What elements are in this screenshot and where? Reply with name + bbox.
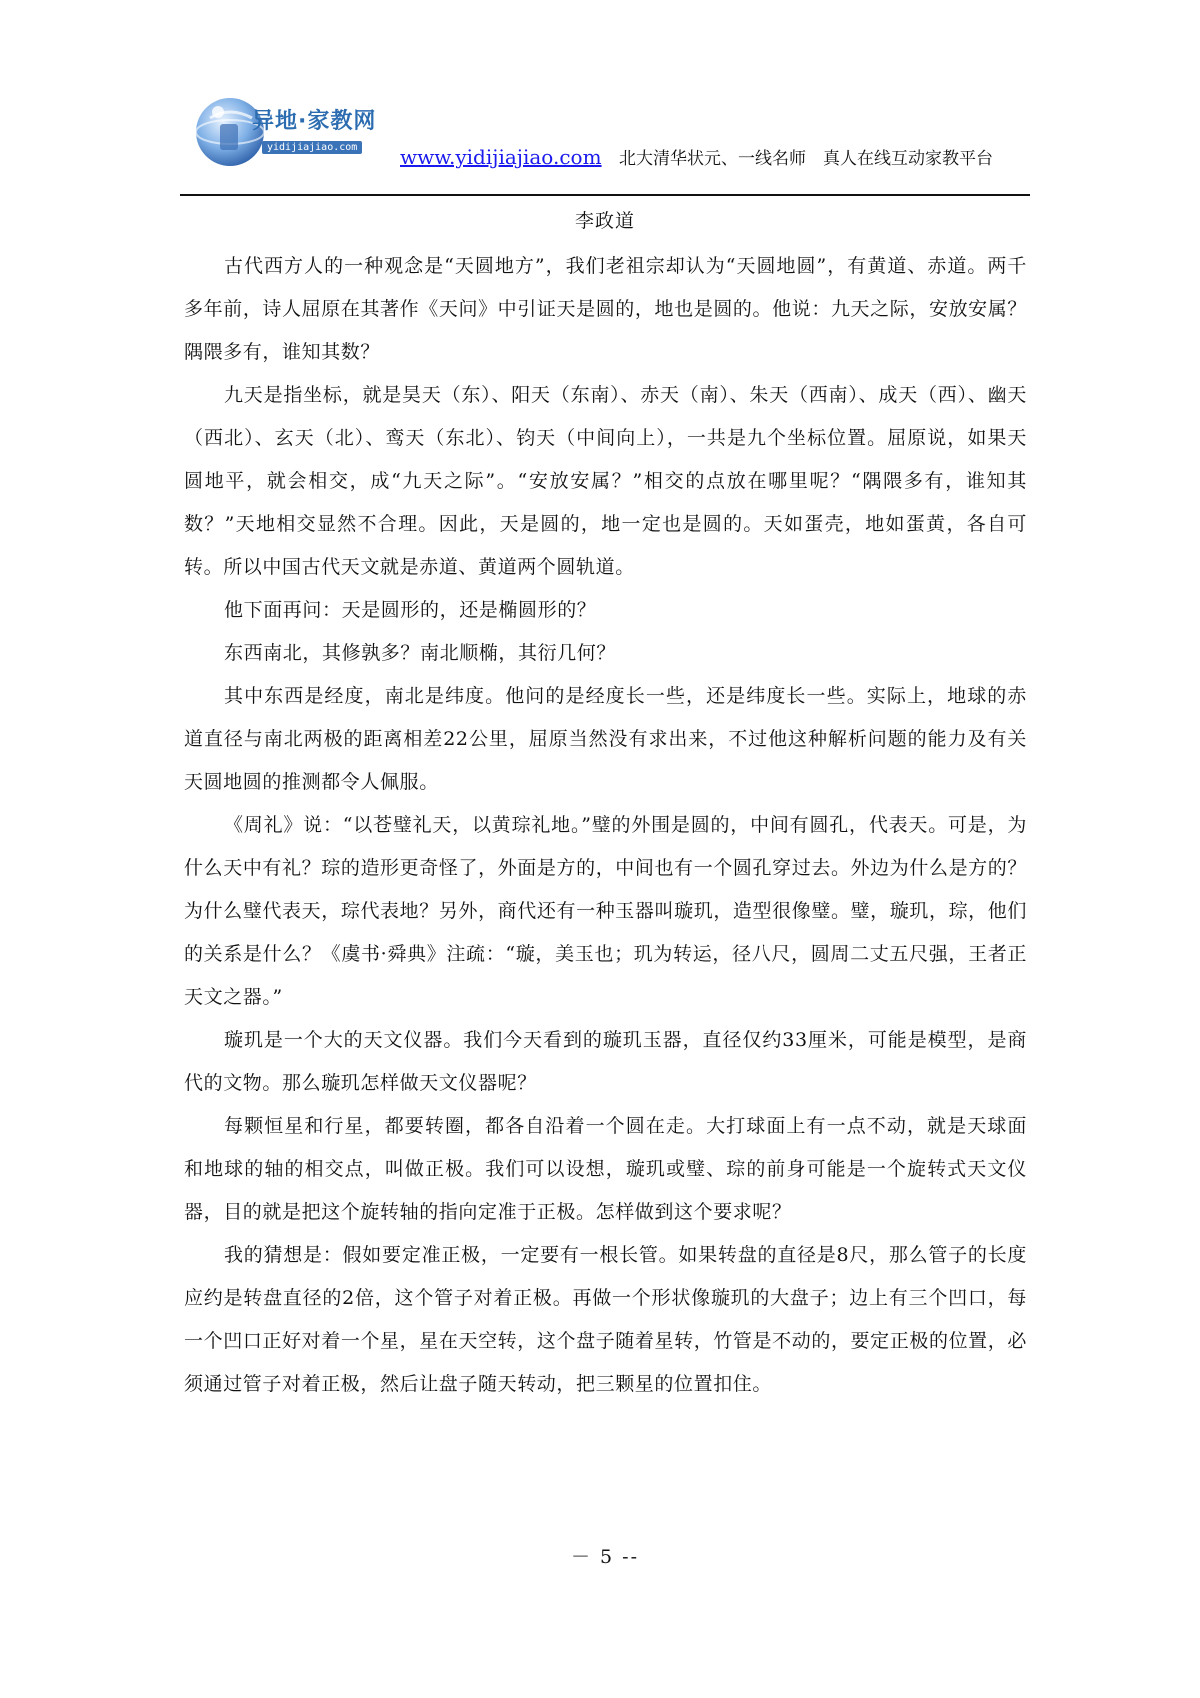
header-divider	[180, 194, 1030, 196]
page-header	[185, 70, 1030, 180]
paragraph: 他下面再问：天是圆形的，还是椭圆形的？	[224, 599, 597, 621]
paragraph: 我的猜想是：假如要定准正极，一定要有一根长管。如果转盘的直径是8尺，那么管子的长度应约是转盘直径的2倍，这个管子对着正极。再做一个形状像璇玑的大盘子；边上有三个凹口，每一个凹口正好对着一个星，星在天空转，这个盘子随着星转，竹管是不动的，要定正极的位置，必须通过管子对着正极，然后让盘子随天转动，把三颗星的位置扣住。	[184, 1244, 1027, 1395]
site-url-link[interactable]: www.yidijiajiao.com	[400, 145, 602, 169]
header-slogan: 北大清华状元、一线名师 真人在线互动家教平台	[618, 149, 993, 169]
logo-text: 异地·家教网	[252, 109, 377, 134]
article-author: 李政道	[574, 210, 635, 232]
logo-subtext: yidijiajiao.com	[262, 141, 362, 154]
header-tagline	[400, 144, 993, 169]
paragraph: 九天是指坐标，就是昊天（东）、阳天（东南）、赤天（南）、朱天（西南）、成天（西）、幽天（西北）、玄天（北）、鸾天（东北）、钧天（中间向上），一共是九个坐标位置。屈原说，如果天圆地平，就会相交，成“九天之际”。“安放安属？”相交的点放在哪里呢？“隅隈多有，谁知其数？”天地相交显然不合理。因此，天是圆的，地一定也是圆的。天如蛋壳，地如蛋黄，各自可转。所以中国古代天文就是赤道、黄道两个圆轨道。	[184, 384, 1027, 578]
paragraph: 每颗恒星和行星，都要转圈，都各自沿着一个圆在走。大打球面上有一点不动，就是天球面和地球的轴的相交点，叫做正极。我们可以设想，璇玑或璧、琮的前身可能是一个旋转式天文仪器，目的就是把这个旋转轴的指向定准于正极。怎样做到这个要求呢？	[184, 1115, 1027, 1223]
site-logo[interactable]	[190, 88, 410, 170]
page-number: － 5 --	[570, 1546, 639, 1568]
paragraph: 古代西方人的一种观念是“天圆地方”，我们老祖宗却认为“天圆地圆”，有黄道、赤道。两千多年前，诗人屈原在其著作《天问》中引证天是圆的，地也是圆的。他说：九天之际，安放安属？隅隈多有，谁知其数？	[184, 255, 1027, 363]
paragraph: 璇玑是一个大的天文仪器。我们今天看到的璇玑玉器，直径仅约33厘米，可能是模型，是商代的文物。那么璇玑怎样做天文仪器呢？	[184, 1029, 1027, 1094]
paragraph: 东西南北，其修孰多？南北顺椭，其衍几何？	[224, 642, 617, 664]
article-body	[184, 245, 1027, 1406]
paragraph: 其中东西是经度，南北是纬度。他问的是经度长一些，还是纬度长一些。实际上，地球的赤道直径与南北两极的距离相差22公里，屈原当然没有求出来，不过他这种解析问题的能力及有关天圆地圆的推测都令人佩服。	[184, 685, 1027, 793]
paragraph: 《周礼》说：“以苍璧礼天，以黄琮礼地。”璧的外围是圆的，中间有圆孔，代表天。可是，为什么天中有礼？琮的造形更奇怪了，外面是方的，中间也有一个圆孔穿过去。外边为什么是方的？为什么璧代表天，琮代表地？另外，商代还有一种玉器叫璇玑，造型很像璧。璧，璇玑，琮，他们的关系是什么？《虞书·舜典》注疏：“璇，美玉也；玑为转运，径八尺，圆周二丈五尺强，王者正天文之器。”	[184, 814, 1027, 1008]
